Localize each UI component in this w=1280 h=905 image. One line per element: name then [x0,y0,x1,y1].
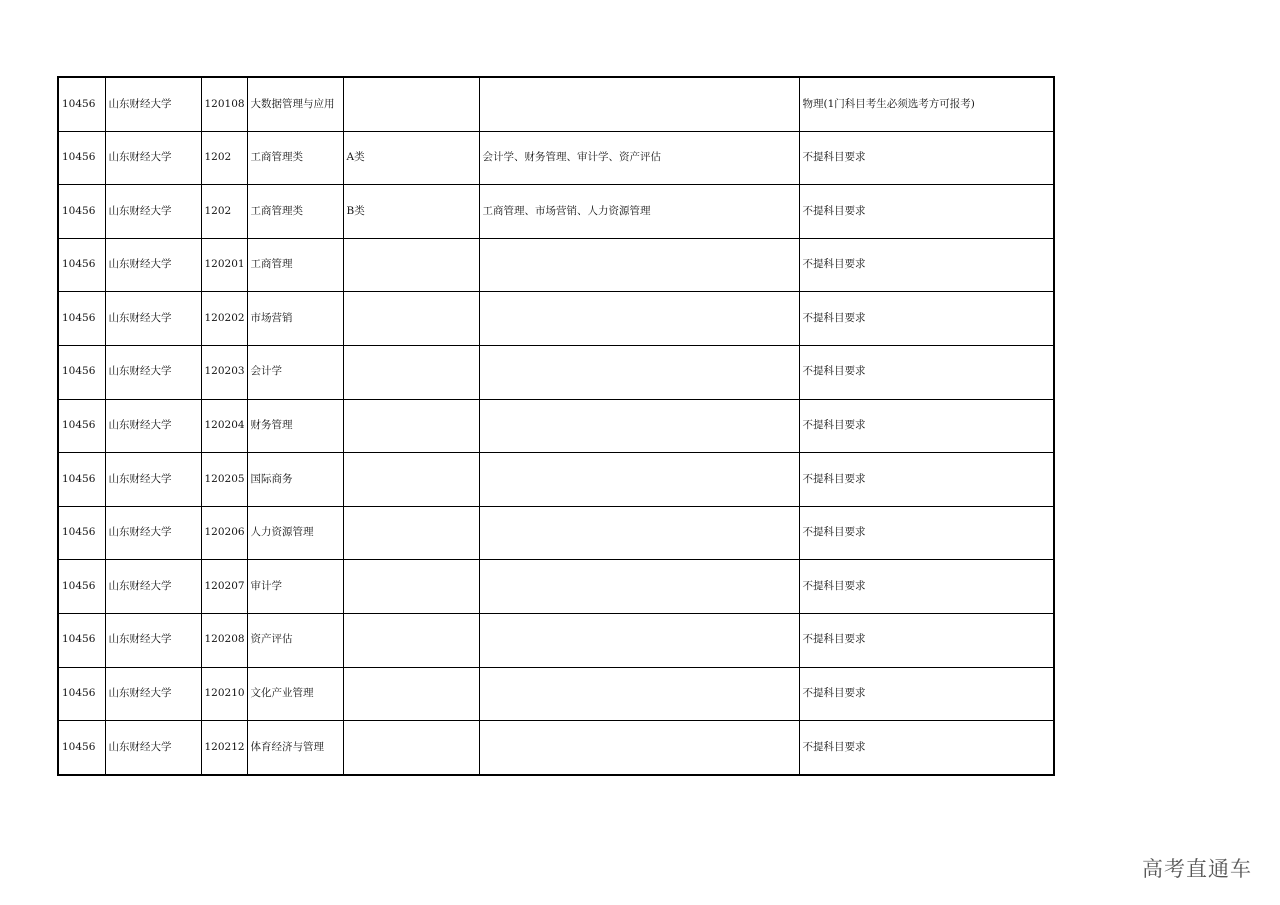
school-code-cell: 10456 [58,345,105,399]
major-class-cell [343,77,479,131]
school-code-cell: 10456 [58,560,105,614]
school-name-cell: 山东财经大学 [105,506,201,560]
major-code-cell: 120212 [201,721,247,775]
major-class-cell [343,667,479,721]
table-row [58,131,1054,185]
major-code-cell: 120203 [201,345,247,399]
subject-requirement-cell: 不提科目要求 [799,292,1054,346]
major-class-cell [343,613,479,667]
major-class-cell [343,238,479,292]
table-row [58,345,1054,399]
subject-requirement-cell: 不提科目要求 [799,185,1054,239]
subject-requirement-cell: 不提科目要求 [799,667,1054,721]
school-code-cell: 10456 [58,613,105,667]
school-code-cell: 10456 [58,292,105,346]
major-class-cell [343,721,479,775]
major-class-cell [343,560,479,614]
school-name-cell: 山东财经大学 [105,345,201,399]
major-class-cell: B类 [343,185,479,239]
table-row [58,667,1054,721]
school-code-cell: 10456 [58,77,105,131]
major-name-cell: 体育经济与管理 [247,721,343,775]
subject-requirement-cell: 不提科目要求 [799,613,1054,667]
major-code-cell: 120201 [201,238,247,292]
school-code-cell: 10456 [58,399,105,453]
included-majors-cell [479,399,799,453]
major-name-cell: 人力资源管理 [247,506,343,560]
subject-requirement-cell: 不提科目要求 [799,506,1054,560]
subject-requirement-cell: 不提科目要求 [799,721,1054,775]
included-majors-cell [479,238,799,292]
major-name-cell: 工商管理类 [247,131,343,185]
included-majors-cell [479,453,799,507]
subject-requirement-cell: 不提科目要求 [799,238,1054,292]
major-name-cell: 文化产业管理 [247,667,343,721]
watermark: 高考直通车 [1142,857,1252,881]
included-majors-cell [479,560,799,614]
subject-requirement-cell: 不提科目要求 [799,131,1054,185]
school-code-cell: 10456 [58,185,105,239]
school-code-cell: 10456 [58,238,105,292]
major-name-cell: 国际商务 [247,453,343,507]
major-code-cell: 120207 [201,560,247,614]
included-majors-cell: 会计学、财务管理、审计学、资产评估 [479,131,799,185]
included-majors-cell [479,77,799,131]
table-row [58,613,1054,667]
school-name-cell: 山东财经大学 [105,77,201,131]
school-name-cell: 山东财经大学 [105,560,201,614]
included-majors-cell [479,667,799,721]
major-class-cell: A类 [343,131,479,185]
major-code-cell: 120205 [201,453,247,507]
major-name-cell: 财务管理 [247,399,343,453]
school-code-cell: 10456 [58,721,105,775]
major-class-cell [343,399,479,453]
major-class-cell [343,345,479,399]
school-name-cell: 山东财经大学 [105,613,201,667]
school-name-cell: 山东财经大学 [105,667,201,721]
table-row [58,506,1054,560]
included-majors-cell: 工商管理、市场营销、人力资源管理 [479,185,799,239]
major-name-cell: 市场营销 [247,292,343,346]
table-row [58,292,1054,346]
school-code-cell: 10456 [58,667,105,721]
major-class-cell [343,506,479,560]
subject-requirement-cell: 不提科目要求 [799,453,1054,507]
included-majors-cell [479,613,799,667]
major-code-cell: 1202 [201,185,247,239]
table-body [58,77,1054,775]
major-name-cell: 工商管理类 [247,185,343,239]
major-name-cell: 审计学 [247,560,343,614]
major-name-cell: 大数据管理与应用 [247,77,343,131]
major-class-cell [343,453,479,507]
major-code-cell: 120204 [201,399,247,453]
major-name-cell: 工商管理 [247,238,343,292]
subject-requirement-cell: 物理(1门科目考生必须选考方可报考) [799,77,1054,131]
included-majors-cell [479,345,799,399]
school-name-cell: 山东财经大学 [105,131,201,185]
major-code-cell: 120108 [201,77,247,131]
major-name-cell: 会计学 [247,345,343,399]
school-name-cell: 山东财经大学 [105,238,201,292]
table-row [58,77,1054,131]
school-name-cell: 山东财经大学 [105,292,201,346]
included-majors-cell [479,721,799,775]
school-name-cell: 山东财经大学 [105,453,201,507]
major-code-cell: 1202 [201,131,247,185]
table-row [58,399,1054,453]
major-code-cell: 120208 [201,613,247,667]
subject-requirement-cell: 不提科目要求 [799,399,1054,453]
table-row [58,453,1054,507]
school-name-cell: 山东财经大学 [105,399,201,453]
school-code-cell: 10456 [58,131,105,185]
subject-requirement-cell: 不提科目要求 [799,560,1054,614]
major-name-cell: 资产评估 [247,613,343,667]
major-code-cell: 120210 [201,667,247,721]
table-row [58,185,1054,239]
table-row [58,721,1054,775]
school-code-cell: 10456 [58,453,105,507]
school-code-cell: 10456 [58,506,105,560]
major-code-cell: 120202 [201,292,247,346]
subject-requirements-table [57,76,1055,776]
table-row [58,560,1054,614]
school-name-cell: 山东财经大学 [105,185,201,239]
school-name-cell: 山东财经大学 [105,721,201,775]
included-majors-cell [479,506,799,560]
subject-requirement-cell: 不提科目要求 [799,345,1054,399]
table-row [58,238,1054,292]
included-majors-cell [479,292,799,346]
major-code-cell: 120206 [201,506,247,560]
major-class-cell [343,292,479,346]
